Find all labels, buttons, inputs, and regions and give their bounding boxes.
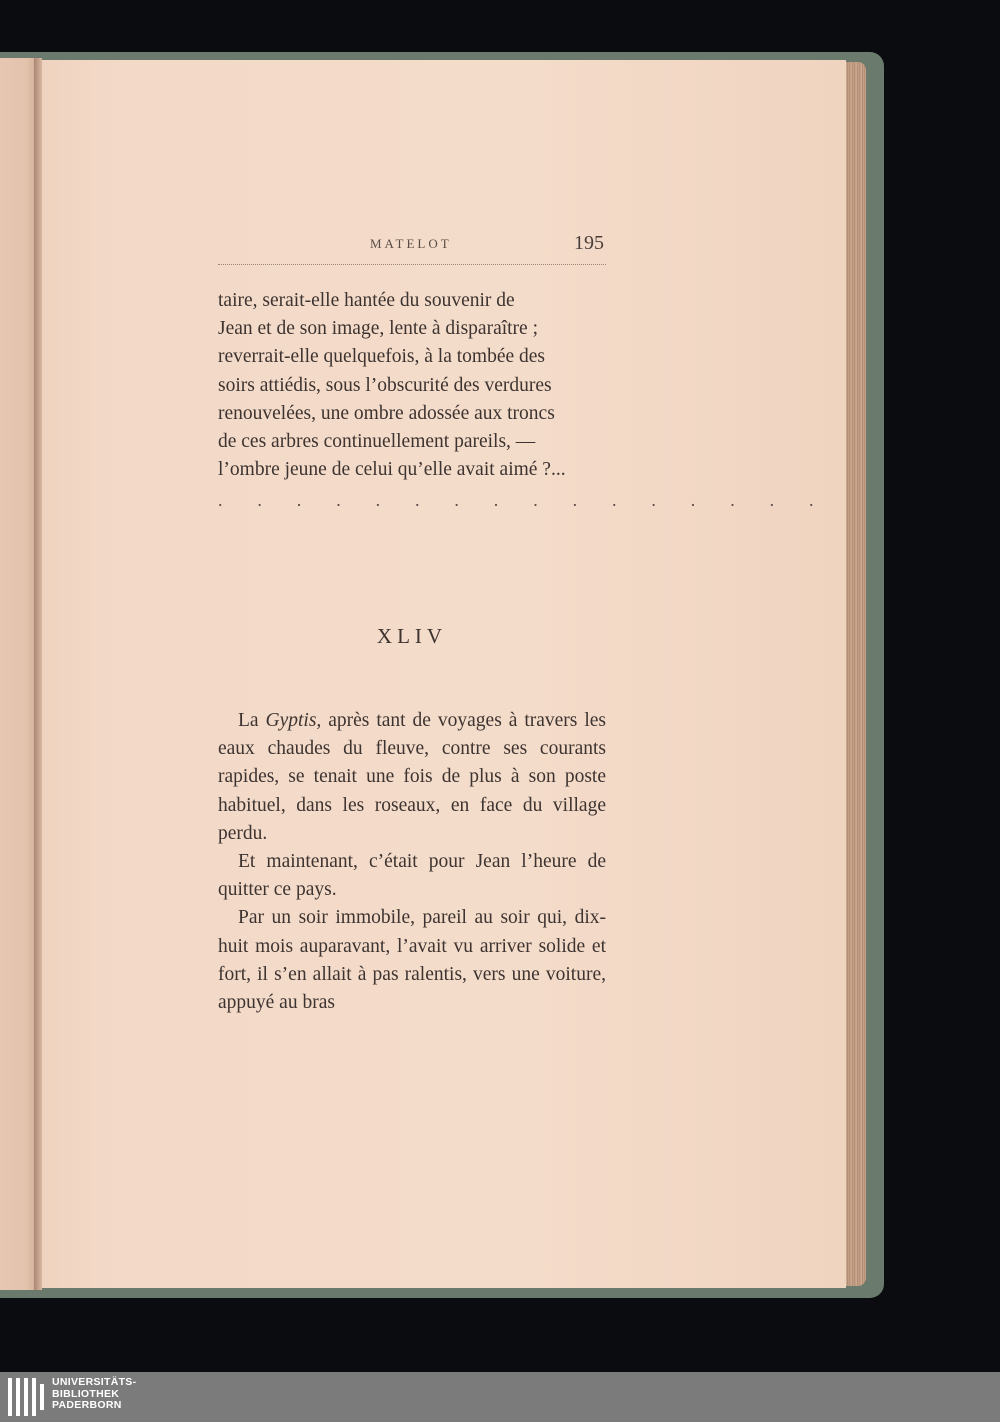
paragraph-text: La [238,710,266,731]
text-line: l’ombre jeune de celui qu’elle avait aimé ?... [218,459,566,481]
left-page-edge [0,58,38,1290]
text-line: renouvelées, une ombre adossée aux troncs [218,402,555,424]
paragraph: Par un soir immobile, pareil au soir qui, dix-huit mois auparavant, l’avait vu arriver solide et fort, il s’en allait à pas ralentis, vers une voiture, appuyé au bras [218,907,606,1014]
chapter-body [218,707,606,1017]
logo-line: PADERBORN [52,1399,122,1411]
text-line: reverrait-elle quelquefois, à la tombée des [218,346,546,368]
text-line: de ces arbres continuellement pareils, — [218,431,536,453]
library-logo-icon [6,1376,48,1418]
book-gutter [34,58,42,1290]
chapter-heading: XLIV [376,624,448,648]
page-number: 195 [574,232,604,254]
running-head-title: MATELOT [370,236,452,251]
running-head [218,234,606,265]
top-paragraph [218,287,606,484]
ellipsis-line: . . . . . . . . . . . . . . . . [218,490,829,510]
ship-name: Gyptis, [265,710,322,731]
logo-line: UNIVERSITÄTS- [52,1376,137,1388]
footer-bar [0,1372,1000,1422]
paragraph-text: après tant de voyages à travers les eaux chaudes du fleuve, contre ses courants rapides, se tenait une fois de plus à son poste habituel, dans les roseaux, en face du village perdu. [218,710,606,844]
library-logo-text [52,1377,136,1412]
paragraph: Et maintenant, c’était pour Jean l’heure de quitter ce pays. [218,851,606,901]
text-line: soirs attiédis, sous l’obscurité des verdures [218,374,552,396]
text-line: Jean et de son image, lente à disparaître ; [218,318,538,340]
text-line: taire, serait-elle hantée du souvenir de [218,290,515,311]
paragraph [218,707,606,848]
logo-line: BIBLIOTHEK [52,1387,120,1400]
